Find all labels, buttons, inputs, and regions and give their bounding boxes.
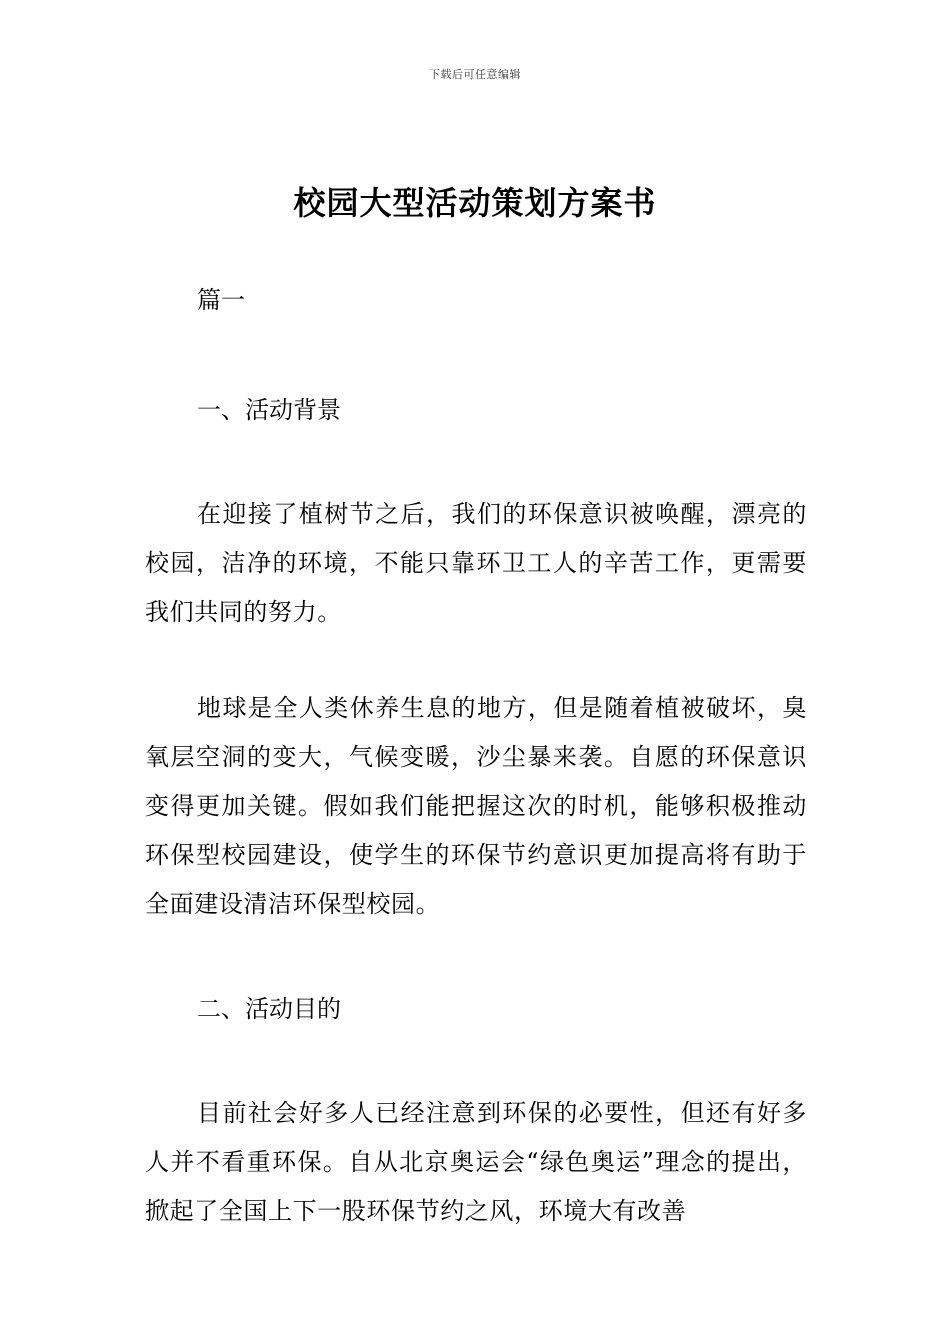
header-note: 下载后可任意编辑 xyxy=(429,68,521,81)
heading-purpose: 二、活动目的 xyxy=(197,995,341,1023)
section-label: 篇一 xyxy=(197,286,245,314)
paragraph-2: 地球是全人类休养生息的地方，但是随着植被破坏，臭氧层空洞的变大，气候变暖，沙尘暴来袭。自愿的环保意识变得更加关键。假如我们能把握这次的时机，能够积极推动环保型校园建设，使学生的环保节约意识更加提高将有助于全面建设清洁环保型校园。 xyxy=(145,694,807,918)
document-title: 校园大型活动策划方案书 xyxy=(293,184,657,222)
paragraph-1: 在迎接了植树节之后，我们的环保意识被唤醒，漂亮的校园，洁净的环境，不能只靠环卫工人的辛苦工作，更需要我们共同的努力。 xyxy=(145,500,807,626)
heading-background: 一、活动背景 xyxy=(197,396,341,424)
document-body xyxy=(145,282,807,1236)
paragraph-3: 目前社会好多人已经注意到环保的必要性，但还有好多人并不看重环保。自从北京奥运会“绿色奥运”理念的提出，掀起了全国上下一股环保节约之风，环境大有改善 xyxy=(145,1099,807,1225)
